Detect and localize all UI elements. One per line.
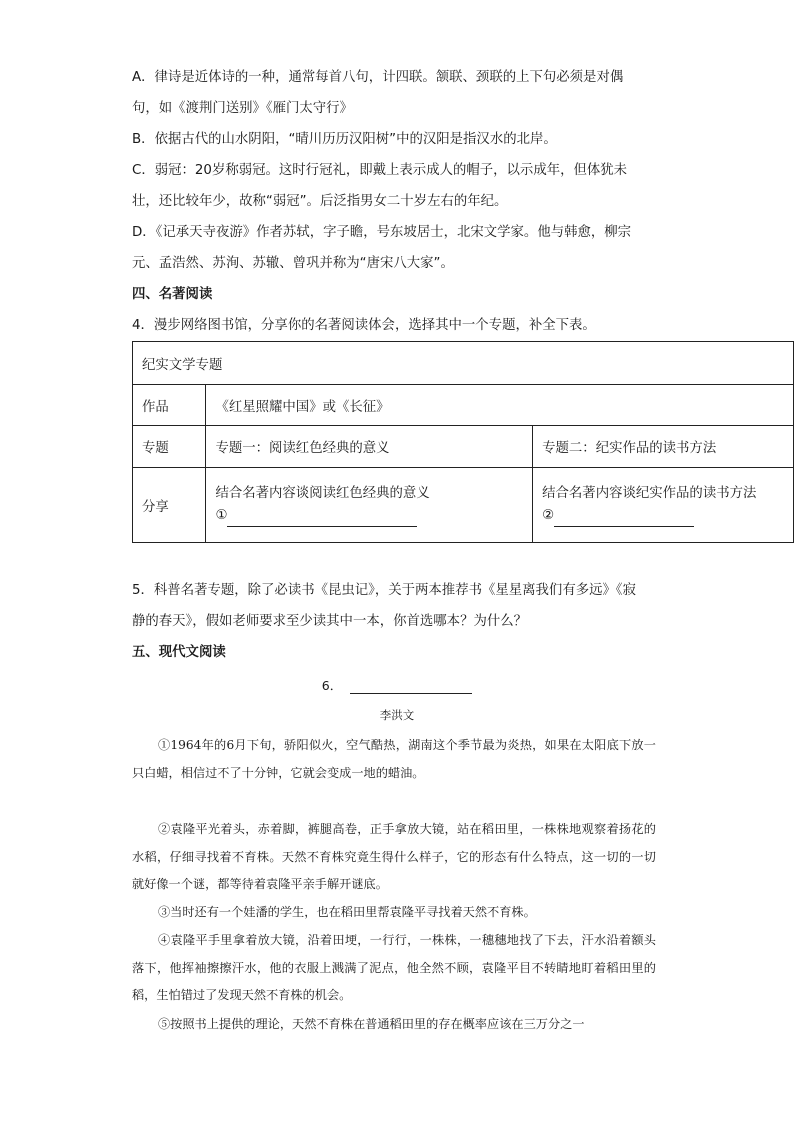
share-1-text: 结合名著内容谈阅读红色经典的意义 <box>215 486 430 501</box>
paragraph-3: ③当时还有一个娃潘的学生，也在稻田里帮袁隆平寻找着天然不育株。 <box>158 905 536 919</box>
share-1-cell <box>206 468 533 543</box>
share-2-cell <box>533 468 794 543</box>
option-d-line-2: 元、孟浩然、苏洵、苏辙、曾巩并称为“唐宋八大家”。 <box>132 256 454 271</box>
reading-table <box>132 341 794 543</box>
paragraph-1: ①1964年的6月下旬，骄阳似火，空气酷热，湖南这个季节最为炎热，如果在太阳底下放一只白蜡，相信过不了十分钟，它就会变成一地的蜡油。 <box>132 738 656 780</box>
blank-2-marker: ② <box>542 508 555 523</box>
row-share-label: 分享 <box>133 468 206 543</box>
question-6-title <box>0 676 794 694</box>
option-c-line-1: C．弱冠：20岁称弱冠。这时行冠礼，即戴上表示成人的帽子，以示成年，但体犹未 <box>132 163 628 178</box>
question-6-number: 6． <box>321 678 343 693</box>
row-work-label: 作品 <box>133 385 206 426</box>
topic-1: 专题一：阅读红色经典的意义 <box>206 426 533 468</box>
option-b-line-1: B．依据古代的山水阴阳，“晴川历历汉阳树”中的汉阳是指汉水的北岸。 <box>132 132 557 147</box>
question-4: 4．漫步网络图书馆，分享你的名著阅读体会，选择其中一个专题，补全下表。 <box>132 318 596 333</box>
paragraph-4: ④袁隆平手里拿着放大镜，沿着田埂，一行行，一株株，一穗穗地找了下去，汗水沿着额头落下，他挥袖擦擦汗水，他的衣服上溅满了泥点，他全然不顾，袁隆平目不转睛地盯着稻田里的稻，生怕错过了发现天然不育株的机会。 <box>132 933 656 1003</box>
question-5-line-1: 5．科普名著专题，除了必读书《昆虫记》，关于两本推荐书《星星离我们有多远》《寂 <box>132 583 636 598</box>
blank-1-marker: ① <box>215 508 228 523</box>
option-a-line-2: 句，如《渡荆门送别》《雁门太守行》 <box>132 101 353 116</box>
option-a-line-1: A．律诗是近体诗的一种，通常每首八句，计四联。颔联、颈联的上下句必须是对偶 <box>132 70 624 85</box>
option-c-line-2: 壮，还比较年少，故称“弱冠”。后泛指男女二十岁左右的年纪。 <box>132 194 508 209</box>
answer-blank-1[interactable] <box>227 512 417 527</box>
paragraph-2: ②袁隆平光着头，赤着脚，裤腿高卷，正手拿放大镜，站在稻田里，一株株地观察着扬花的水稻，仔细寻找着不育株。天然不育株究竟生得什么样子，它的形态有什么特点，这一切的一切就好像一个谜，都等待着袁隆平亲手解开谜底。 <box>132 822 656 892</box>
row-work-value: 《红星照耀中国》或《长征》 <box>206 385 794 426</box>
table-title: 纪实文学专题 <box>133 342 794 385</box>
row-topic-label: 专题 <box>133 426 206 468</box>
option-d-line-1: D．《记承天寺夜游》作者苏轼，字子瞻，号东坡居士，北宋文学家。他与韩愈，柳宗 <box>132 225 632 240</box>
section-5-heading: 五、现代文阅读 <box>132 645 226 660</box>
paragraph-5: ⑤按照书上提供的理论，天然不育株在普通稻田里的存在概率应该在三万分之一 <box>158 1017 585 1031</box>
question-5-line-2: 静的春天》，假如老师要求至少读其中一本，你首选哪本？为什么？ <box>132 614 528 629</box>
title-blank[interactable] <box>350 679 472 694</box>
author-name: 李洪文 <box>379 708 415 722</box>
share-2-text: 结合名著内容谈纪实作品的读书方法 <box>542 486 757 501</box>
section-4-heading: 四、名著阅读 <box>132 287 213 302</box>
answer-blank-2[interactable] <box>554 512 694 527</box>
topic-2: 专题二：纪实作品的读书方法 <box>533 426 794 468</box>
